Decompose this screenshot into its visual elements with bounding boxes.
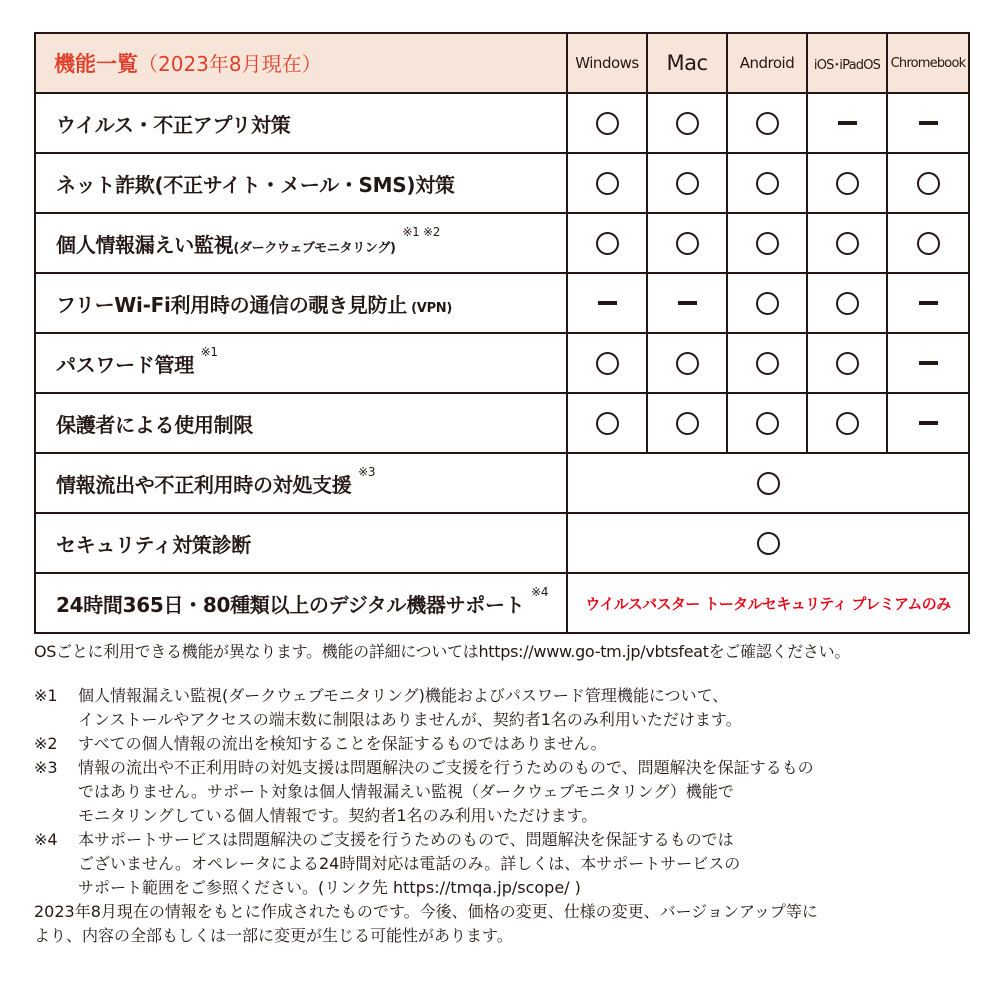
feature-table <box>34 32 970 634</box>
footnote-line: ございません。オペレータによる24時間対応は電話のみ。詳しくは、本サポートサービスの <box>78 854 741 873</box>
availability-cell <box>807 393 887 453</box>
notes-section <box>34 640 984 948</box>
feature-label <box>35 273 567 333</box>
availability-cell <box>807 213 887 273</box>
os-header-ios-ipados: iOS･iPadOS <box>807 33 887 93</box>
disclaimer-line: 2023年8月現在の情報をもとに作成されたものです。今後、価格の変更、仕様の変更、バージョンアップ等に <box>34 902 818 921</box>
feature-name: 個人情報漏えい監視 <box>56 232 234 257</box>
available-circle-icon <box>836 232 859 255</box>
availability-cell <box>647 393 727 453</box>
footnote-mark: ※4 <box>34 830 58 849</box>
available-circle-icon <box>917 172 940 195</box>
feature-name: ネット詐欺(不正サイト・メール・SMS)対策 <box>56 172 455 197</box>
feature-name: ウイルス・不正アプリ対策 <box>56 112 291 137</box>
availability-cell <box>727 93 807 153</box>
availability-cell <box>567 93 647 153</box>
not-available-dash-icon <box>919 421 938 425</box>
feature-footnote-ref: ※4 <box>531 584 549 599</box>
footnote-line: 個人情報漏えい監視(ダークウェブモニタリング)機能およびパスワード管理機能について、 <box>78 686 729 705</box>
available-circle-icon <box>676 172 699 195</box>
availability-cell <box>647 213 727 273</box>
os-header-mac: Mac <box>647 33 727 93</box>
disclaimer-line: より、内容の全部もしくは一部に変更が生じる可能性があります。 <box>34 926 513 945</box>
availability-cell <box>727 273 807 333</box>
availability-cell-all-os <box>567 453 969 513</box>
feature-row <box>35 333 969 393</box>
available-circle-icon <box>596 232 619 255</box>
available-circle-icon <box>756 352 779 375</box>
availability-cell <box>727 153 807 213</box>
feature-label <box>35 453 567 513</box>
available-circle-icon <box>756 172 779 195</box>
footnote-line: サポート範囲をご参照ください。(リンク先 https://tmqa.jp/scope/ ) <box>78 878 581 897</box>
availability-cell <box>567 393 647 453</box>
footnote-line: インストールやアクセスの端末数に制限はありませんが、契約者1名のみ利用いただけます。 <box>78 710 742 729</box>
feature-label <box>35 393 567 453</box>
feature-name: 24時間365日・80種類以上のデジタル機器サポート <box>56 592 525 617</box>
availability-cell <box>647 333 727 393</box>
feature-footnote-ref: ※3 <box>358 464 376 479</box>
available-circle-icon <box>756 292 779 315</box>
availability-cell-all-os: ウイルスバスター トータルセキュリティ プレミアムのみ <box>567 573 969 633</box>
availability-cell <box>807 333 887 393</box>
feature-row-all-os <box>35 513 969 573</box>
availability-cell <box>887 153 969 213</box>
available-circle-icon <box>756 112 779 135</box>
availability-cell <box>727 333 807 393</box>
feature-footnote-ref: ※1 <box>200 344 218 359</box>
footnote-line: ではありません。サポート対象は個人情報漏えい監視（ダークウェブモニタリング）機能で <box>78 782 734 801</box>
disclaimer-note <box>34 900 984 948</box>
feature-row <box>35 393 969 453</box>
os-header-chromebook: Chromebook <box>887 33 969 93</box>
availability-cell <box>567 273 647 333</box>
feature-name: フリーWi-Fi利用時の通信の覗き見防止 <box>56 292 407 317</box>
availability-cell <box>647 273 727 333</box>
footnote-text <box>78 828 984 900</box>
availability-cell <box>807 153 887 213</box>
footnote-item <box>34 756 984 828</box>
not-available-dash-icon <box>919 301 938 305</box>
os-header-windows: Windows <box>567 33 647 93</box>
footnotes-list <box>34 684 984 900</box>
available-circle-icon <box>676 112 699 135</box>
available-circle-icon <box>917 232 940 255</box>
availability-cell <box>887 393 969 453</box>
feature-row-all-os <box>35 573 969 633</box>
table-title-date: （2023年8月現在） <box>138 52 322 76</box>
availability-cell <box>887 333 969 393</box>
availability-cell <box>567 153 647 213</box>
not-available-dash-icon <box>838 121 857 125</box>
available-circle-icon <box>596 172 619 195</box>
feature-label <box>35 573 567 633</box>
footnote-mark: ※3 <box>34 758 58 777</box>
available-circle-icon <box>757 532 780 555</box>
footnote-item <box>34 684 984 732</box>
feature-row <box>35 273 969 333</box>
feature-label <box>35 333 567 393</box>
feature-subtext: (VPN) <box>406 300 453 316</box>
not-available-dash-icon <box>598 301 617 305</box>
available-circle-icon <box>756 232 779 255</box>
feature-label <box>35 513 567 573</box>
availability-cell <box>647 93 727 153</box>
feature-label <box>35 213 567 273</box>
feature-label <box>35 153 567 213</box>
availability-cell <box>727 213 807 273</box>
not-available-dash-icon <box>919 121 938 125</box>
footnote-mark: ※1 <box>34 686 58 705</box>
not-available-dash-icon <box>678 301 697 305</box>
available-circle-icon <box>676 352 699 375</box>
availability-cell <box>887 213 969 273</box>
feature-footnote-ref: ※1 ※2 <box>402 224 441 239</box>
available-circle-icon <box>836 172 859 195</box>
footnote-line: モニタリングしている個人情報です。契約者1名のみ利用いただけます。 <box>78 806 598 825</box>
feature-row <box>35 153 969 213</box>
availability-cell <box>647 153 727 213</box>
table-body <box>35 93 969 633</box>
feature-name: 情報流出や不正利用時の対処支援 <box>56 472 352 497</box>
os-header-android: Android <box>727 33 807 93</box>
footnote-text <box>78 732 984 756</box>
availability-cell <box>727 393 807 453</box>
not-available-dash-icon <box>919 361 938 365</box>
available-circle-icon <box>836 292 859 315</box>
available-circle-icon <box>836 352 859 375</box>
available-circle-icon <box>676 232 699 255</box>
available-circle-icon <box>757 472 780 495</box>
available-circle-icon <box>836 412 859 435</box>
feature-label <box>35 93 567 153</box>
feature-row <box>35 213 969 273</box>
availability-cell <box>887 93 969 153</box>
footnote-text <box>78 756 984 828</box>
availability-cell <box>567 333 647 393</box>
availability-cell <box>807 273 887 333</box>
available-circle-icon <box>756 412 779 435</box>
footnote-line: 本サポートサービスは問題解決のご支援を行うためのもので、問題解決を保証するものでは <box>78 830 734 849</box>
table-title-main: 機能一覧 <box>54 52 138 76</box>
availability-cell-all-os <box>567 513 969 573</box>
table-title <box>35 33 567 93</box>
os-availability-note: OSごとに利用できる機能が異なります。機能の詳細についてはhttps://www.go-tm.jp/vbtsfeatをご確認ください。 <box>34 642 851 661</box>
feature-name: 保護者による使用制限 <box>56 412 253 437</box>
availability-cell <box>567 213 647 273</box>
footnote-item <box>34 732 984 756</box>
available-circle-icon <box>596 352 619 375</box>
feature-subtext: (ダークウェブモニタリング) <box>233 240 396 256</box>
availability-cell <box>807 93 887 153</box>
available-circle-icon <box>596 112 619 135</box>
available-circle-icon <box>596 412 619 435</box>
feature-row <box>35 93 969 153</box>
available-circle-icon <box>676 412 699 435</box>
feature-name: パスワード管理 <box>56 352 194 377</box>
availability-cell <box>887 273 969 333</box>
footnote-line: すべての個人情報の流出を検知することを保証するものではありません。 <box>78 734 607 753</box>
footnote-text <box>78 684 984 732</box>
feature-name: セキュリティ対策診断 <box>56 532 251 557</box>
footnote-mark: ※2 <box>34 734 58 753</box>
footnote-item <box>34 828 984 900</box>
footnote-line: 情報の流出や不正利用時の対処支援は問題解決のご支援を行うためのもので、問題解決を保証するもの <box>78 758 814 777</box>
table-header-row <box>35 33 969 93</box>
feature-row-all-os <box>35 453 969 513</box>
